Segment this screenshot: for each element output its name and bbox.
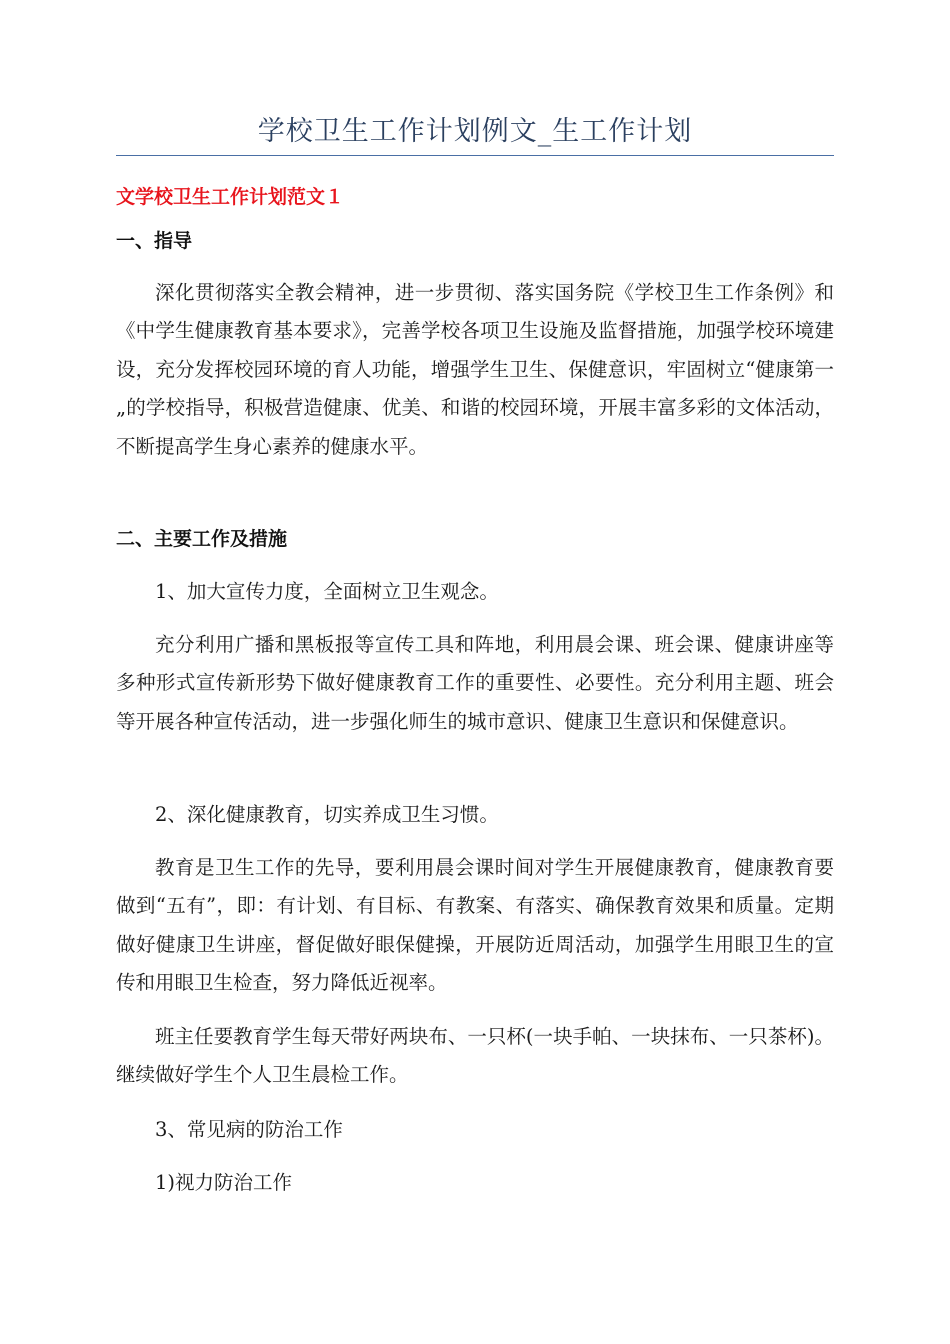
list-item-vision-prevention: 1)视力防治工作 (155, 1171, 293, 1194)
section-heading-main-work: 二、主要工作及措施 (116, 528, 288, 550)
document-subtitle: 文学校卫生工作计划范文１ (116, 186, 345, 208)
paragraph-publicity: 充分利用广播和黑板报等宣传工具和阵地，利用晨会课、班会课、健康讲座等多种形式宣传新形势下做好健康教育工作的重要性、必要性。充分利用主题、班会等开展各种宣传活动，进一步强化师生的城市意识、健康卫生意识和保健意识。 (116, 633, 834, 733)
title-underline (116, 155, 834, 156)
list-item-publicity: 1、加大宣传力度，全面树立卫生观念。 (155, 580, 499, 603)
list-item-health-education: 2、深化健康教育，切实养成卫生习惯。 (155, 803, 499, 826)
list-item-disease-prevention: 3、常见病的防治工作 (155, 1118, 343, 1141)
document-title: 学校卫生工作计划例文_生工作计划 (257, 116, 693, 147)
paragraph-guidance: 深化贯彻落实全教会精神，进一步贯彻、落实国务院《学校卫生工作条例》和《中学生健康教育基本要求》，完善学校各项卫生设施及监督措施，加强学校环境建设，充分发挥校园环境的育人功能，增强学生卫生、保健意识，牢固树立“健康第一„的学校指导，积极营造健康、优美、和谐的校园环境，开展丰富多彩的文体活动，不断提高学生身心素养的健康水平。 (116, 281, 834, 458)
paragraph-health-education: 教育是卫生工作的先导，要利用晨会课时间对学生开展健康教育，健康教育要做到“五有”，即：有计划、有目标、有教案、有落实、确保教育效果和质量。定期做好健康卫生讲座，督促做好眼保健操，开展防近周活动，加强学生用眼卫生的宣传和用眼卫生检查，努力降低近视率。 (116, 856, 834, 995)
paragraph-class-teacher: 班主任要教育学生每天带好两块布、一只杯(一块手帕、一块抹布、一只茶杯)。继续做好学生个人卫生晨检工作。 (116, 1025, 834, 1087)
section-heading-guidance: 一、指导 (116, 230, 193, 252)
